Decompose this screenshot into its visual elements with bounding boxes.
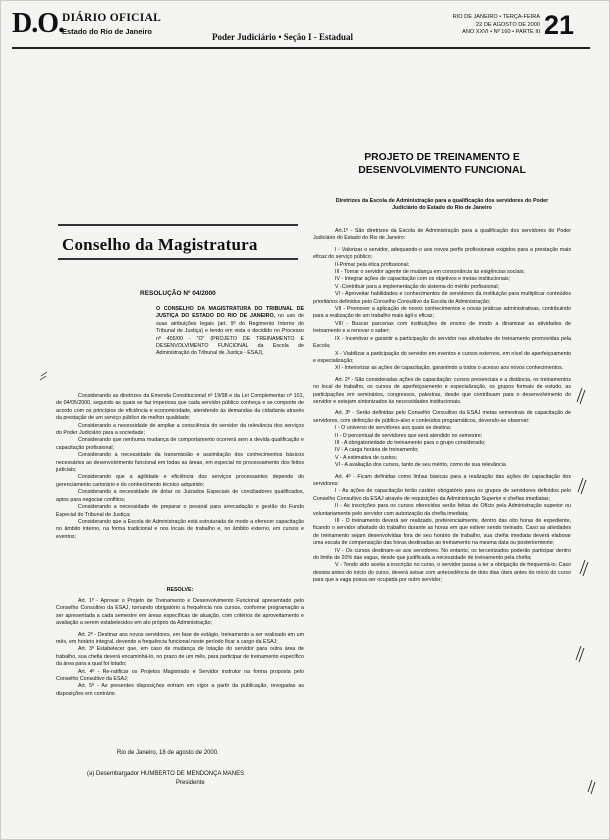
article-item: VI - Aproveitar habilidades e conhecimentos de servidores da instituição para multiplicar conteúdos prioritários definidos pelo Conselho Consultivo da Escola de Administração; xyxy=(313,291,571,305)
project-subtitle: Diretrizes da Escola de Administração para a qualificação dos servidores do Poder Judiciário do Estado do Rio de Janeiro xyxy=(335,198,549,211)
article-item: XI - Interiorizar as ações de capacitação, garantindo a todos o acesso aos novos conhecimentos. xyxy=(335,365,564,372)
article-item: IV - A carga horária de treinamento; xyxy=(335,447,419,454)
section-title: Poder Judiciário • Seção I - Estadual xyxy=(212,32,353,42)
article-item: IX - Incentivar e garantir a participação do servidor nas atividades de treinamento promovidas pela Escola; xyxy=(313,335,571,350)
issue-date-line: 22 DE AGOSTO DE 2000 xyxy=(476,21,540,28)
article-paragraph: Art.1º - São diretrizes da Escola de Administração para a qualificação dos servidores do Poder Judiciário do Estado do Rio de Janeiro: xyxy=(313,228,571,242)
issue-date-line: RIO DE JANEIRO • TERÇA-FEIRA xyxy=(452,14,540,20)
article-paragraph: Art. 5º - As presentes disposições entram em vigor a partir da publicação, revogadas as disposições em contrário. xyxy=(56,683,304,697)
article-paragraph: Art. 1º - Aprovar o Projeto de Treinamento e Desenvolvimento Funcional apresentado pelo Conselho Consultivo da ESAJ, tornando obrigatório a frequência nos cursos, conforme programação a ser apresentada a cada semestre em áreas específicas de atuação, com critérios de aproveitamento e avaliação a serem estabelecidos em ato próprio da Administração; xyxy=(56,598,304,627)
section-heading: Conselho da Magistratura xyxy=(62,235,258,254)
article-paragraph: Art. 3º - Serão definidas pelo Conselho Consultivo da ESAJ metas semestrais de capacitação de servidores, com definição de público-alvo e conteúdos programáticos, devendo-se observar: xyxy=(313,410,571,424)
publication-state: Estado do Rio de Janeiro xyxy=(62,27,153,36)
article-item: V -Contribuir para a implementação do sistema do mérito profissional; xyxy=(335,283,499,290)
logo: D.O. xyxy=(12,8,64,39)
article-item: VIII - Buscar parcerias com instituições de ensino de modo a dinamizar as atividades de treinamento e a renovar o saber; xyxy=(313,320,571,335)
considerando-paragraph: Considerando a necessidade de preparar o pessoal para arrecadação e gestão do Fundo Especial do Tribunal de Justiça; xyxy=(56,504,304,518)
publication-title: DIÁRIO OFICIAL xyxy=(62,12,162,24)
article-item: I - Valorizar o servidor, adequando-o aos novos perfis profissionais exigidos para a prestação mais eficaz do serviço público; xyxy=(313,246,571,261)
article-paragraph: Art. 4º - Re-ratificar os Projetos Magistrado e Servidor instrutor na forma proposta pelo Conselho Consultivo da ESAJ; xyxy=(56,668,304,683)
signature: (a) Desembargador HUMBERTO DE MENDONÇA MANES xyxy=(87,771,245,777)
article-paragraph: Art. 2º - São consideradas ações de capacitação: cursos presenciais e a distância, os treinamentos no local de trabalho, os cursos de aperfeiçoamento e especialização, os grupos formais de estudo, as participações em seminários, congressos, palestras, desde que contribuam para o desenvolvimento do servidor e estejam sintonizados às necessidades institucionais. xyxy=(313,376,571,405)
considerando-paragraph: Considerando a necessidade de dotar os Juizados Especiais de conciliadores qualificados, aptos para negociar conflitos; xyxy=(56,489,304,503)
article-item: V - Tendo sido aceita a inscrição no curso, o servidor passa a ter a obrigação de frequentá-lo. Caso desista antes do início do curso, deverá avisar com antecedência de dois dias úteis antes do início do curso para que a vaga possa ser ocupada por outro servidor; xyxy=(313,562,571,584)
considerando-paragraph: Considerando a necessidade de ampliar a consciência do servidor da relevância dos serviços do Poder Judiciário para a sociedade; xyxy=(56,422,304,437)
article-item: I - As ações de capacitação terão caráter obrigatório para os grupos de servidores definidos pelo Conselho Consultivo da ESAJ através de requisições da Administração Superior e chefias imediatas; xyxy=(313,488,571,502)
considerando-paragraph: Considerando que a agilidade e eficiência dos serviços processantes depende do gerenciamento cartorário e do conhecimento técnico adquirido; xyxy=(56,474,304,488)
article-item: I - O universo de servidores aos quais se destina; xyxy=(335,425,452,432)
article-item: X - Viabilizar a participação do servidor em eventos e cursos externos, em nível de aperfeiçoamento e especialização; xyxy=(313,350,571,364)
issue-date-line: ANO XXVI • Nº 160 • PARTE III xyxy=(462,29,540,35)
article-item: II - O percentual de servidores que será atendido no semestre; xyxy=(335,432,483,439)
considerando-paragraph: Considerando que a Escola de Administração está estruturada de modo a oferecer capacitação no âmbito interno, na forma tradicional e nos locais de trabalho e, no âmbito externo, em cursos e eventos; xyxy=(56,518,304,540)
article-item: VII - Promover a aplicação de novos conhecimentos e novas práticas administrativas, contribuindo para a realização de um trabalho mais ágil e eficaz; xyxy=(313,306,571,320)
resolution-title: RESOLUÇÃO Nº 04/2000 xyxy=(140,290,216,297)
article-item: V - A estimativa de custos; xyxy=(335,454,398,461)
signature-role: Presidente xyxy=(176,780,205,786)
article-item: IV - Integrar ações de capacitação com os objetivos e metas institucionais; xyxy=(335,276,511,283)
project-title-line: DESENVOLVIMENTO FUNCIONAL xyxy=(358,165,526,176)
article-item: IV - Os cursos destinam-se aos servidores. No entanto, os terceirizados poderão participar dentro do limite de 20% das vagas, desde que justificada a necessidade de treinamento pela chefia; xyxy=(313,547,571,562)
considerando-paragraph: Considerando a necessidade da transmissão e assimilação dos conhecimentos básicos necessários ao desenvolvimento funcional em todas as áreas, em especial no processamento dos feitos judiciais; xyxy=(56,452,304,474)
considerando-paragraph: Considerando as diretrizes da Emenda Constitucional nº 19/98 e da Lei Complementar nº 101, de 04/05/2000, segundo as quais se faz imperiosa que cada servidor público conheça e se comporte de acordo com os princípios de eficiência e economicidade, atendendo às demandas da cidadania através da prestação de um serviço público de melhor qualidade; xyxy=(56,393,304,422)
article-item: III - A obrigatoriedade do treinamento para o grupo considerado; xyxy=(335,439,486,446)
article-paragraph: Art. 2º - Destinar aos novos servidores, em fase de estágio, treinamento a ser realizado em um mês, em horário integral, devendo a frequência funcional neste período ficar a cargo da ESAJ; xyxy=(56,631,304,646)
article-item: VI - A avaliação dos cursos, tanto de seu mérito, como de sua relevância xyxy=(335,462,506,469)
considerando-paragraph: Considerando que nenhuma mudança de comportamento ocorrerá sem a devida qualificação e capacitação profissional; xyxy=(56,437,304,451)
project-title-line: PROJETO DE TREINAMENTO E xyxy=(364,152,520,163)
article-paragraph: Art. 3º Estabelecer que, em caso de mudança de lotação do servidor para outra área de trabalho, sua chefia deverá encaminhá-lo, no prazo de um mês, para participar de treinamento específico da área para a qual foi lotado; xyxy=(56,646,304,668)
article-item: III - Tornar o servidor agente de mudança em consonância às exigências sociais; xyxy=(335,269,525,276)
resolve-heading: RESOLVE: xyxy=(166,587,194,593)
article-paragraph: Art. 4º - Ficam definidas como linhas básicas para a realização das ações de capacitação dos servidores: xyxy=(313,473,571,487)
intro-bold: O CONSELHO DA MAGISTRATURA DO TRIBUNAL DE JUSTIÇA DO ESTADO DO RIO DE JANEIRO, xyxy=(156,306,304,320)
intro-text: no uso de suas atribuições legais (art. 9º do Regimento Interno do Tribunal de Justiça) e tendo em vista o decidido no Processo nº 455/00 - "O" (PROJETO DE TREINAMENTO E DESENVOLVIMENTO FUNCIONAL da Escola de Administração do Tribunal de Justiça - ESAJ), xyxy=(156,313,304,357)
article-item: II-Primar pela ética profissional; xyxy=(335,261,410,268)
article-item: II - As inscrições para os cursos oferecidos serão feitas de Ofício pela Administração superior ou voluntariamente pelo servidor com autorização da chefia imediata; xyxy=(313,503,571,517)
article-item: III - O treinamento deverá ser realizado, preferencialmente, dentro das oito horas de expediente, ficando o servidor afastado do trabalho durante as horas em que estiver sendo treinado. Caso as atividades de treinamento sejam desenvolvidas fora de seu horário de trabalho, sua chefia imediata deverá elaborar uma escala de compensação das horas destinadas ao treinamento na mesma data ou posteriormente; xyxy=(313,518,571,547)
place-date: Rio de Janeiro, 18 de agosto de 2000. xyxy=(117,750,219,756)
page-number: 21 xyxy=(544,10,575,40)
